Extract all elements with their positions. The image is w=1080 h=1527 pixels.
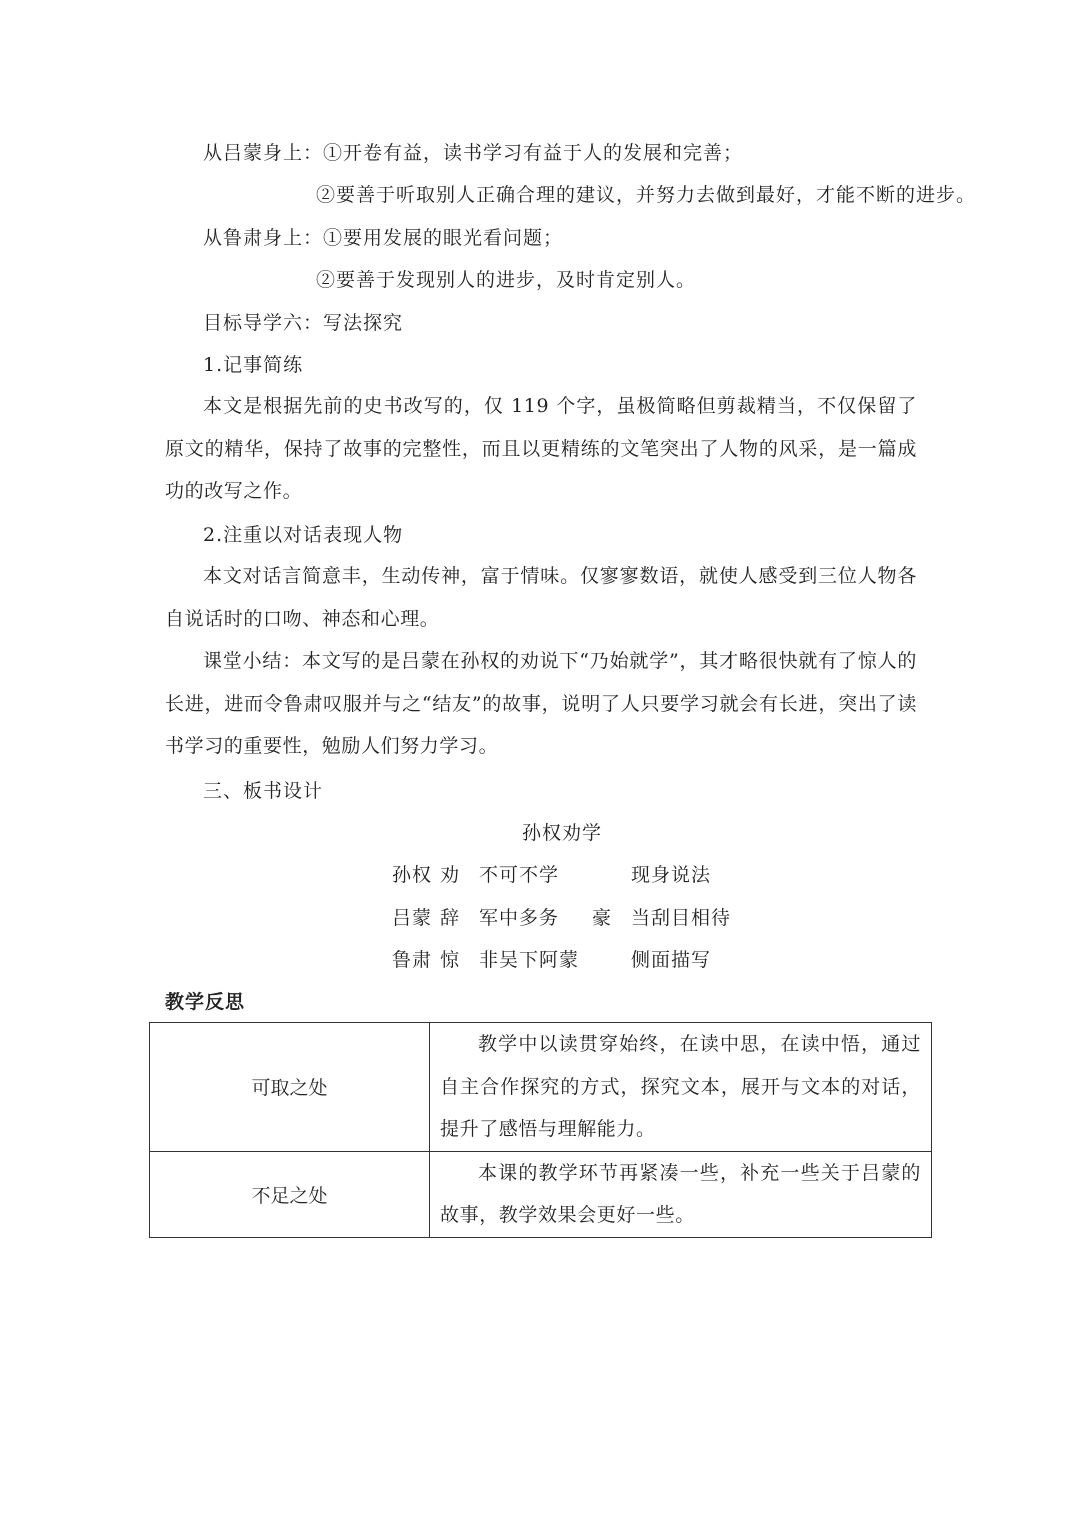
board-person: 吕蒙 [392, 907, 433, 929]
table-row [150, 1151, 932, 1237]
board-note: 侧面描写 [631, 949, 712, 971]
board-verb: 劝 [440, 864, 461, 886]
reflection-label: 不足之处 [150, 1151, 430, 1237]
board-content: 不可不学 [479, 864, 560, 886]
sub1-title: 1.记事简练 [203, 354, 304, 376]
reflection-text: 本课的教学环节再紧凑一些，补充一些关于吕蒙的故事，教学效果会更好一些。 [430, 1151, 932, 1237]
board-content: 非吴下阿蒙 [479, 949, 580, 971]
board-mid: 豪 [592, 907, 613, 929]
board-heading: 三、板书设计 [203, 780, 324, 802]
reflection-heading: 教学反思 [165, 991, 246, 1013]
board-note: 当刮目相待 [631, 907, 732, 929]
board-verb: 辞 [440, 907, 461, 929]
board-verb: 惊 [440, 949, 461, 971]
table-row [150, 1023, 932, 1152]
class-summary: 课堂小结：本文写的是吕蒙在孙权的劝说下“乃始就学”，其才略很快就有了惊人的长进，进而令鲁肃叹服并与之“结友”的故事，说明了人只要学习就会有长进，突出了读书学习的重要性，勉励人们努力学习。 [165, 650, 917, 757]
board-title: 孙权劝学 [522, 822, 603, 844]
board-person: 鲁肃 [392, 949, 433, 971]
lvmeng-point-1: ①开卷有益，读书学习有益于人的发展和完善； [323, 142, 744, 164]
reflection-text: 教学中以读贯穿始终，在读中思，在读中悟，通过自主合作探究的方式，探究文本，展开与文本的对话，提升了感悟与理解能力。 [430, 1023, 932, 1152]
reflection-label: 可取之处 [150, 1023, 430, 1152]
board-content: 军中多务 [479, 907, 560, 929]
board-note: 现身说法 [631, 864, 712, 886]
lvmeng-point-2: ②要善于听取别人正确合理的建议，并努力去做到最好，才能不断的进步。 [316, 184, 977, 206]
sub2-title: 2.注重以对话表现人物 [203, 524, 404, 546]
sub1-text: 本文是根据先前的史书改写的，仅 119 个字，虽极简略但剪裁精当，不仅保留了原文的精华，保持了故事的完整性，而且以更精练的文笔突出了人物的风采，是一篇成功的改写之作。 [165, 395, 917, 502]
lvmeng-label: 从吕蒙身上： [203, 142, 324, 164]
board-person: 孙权 [392, 864, 433, 886]
lusu-label: 从鲁肃身上： [203, 227, 324, 249]
lusu-point-1: ①要用发展的眼光看问题； [323, 227, 564, 249]
reflection-table [149, 1022, 932, 1238]
lusu-point-2: ②要善于发现别人的进步，及时肯定别人。 [316, 269, 697, 291]
sub2-text: 本文对话言简意丰，生动传神，富于情味。仅寥寥数语，就使人感受到三位人物各自说话时的口吻、神态和心理。 [165, 565, 917, 630]
section6-heading: 目标导学六：写法探究 [203, 312, 404, 334]
lusu-lesson-1 [203, 225, 563, 251]
lvmeng-lesson-1 [203, 140, 743, 166]
